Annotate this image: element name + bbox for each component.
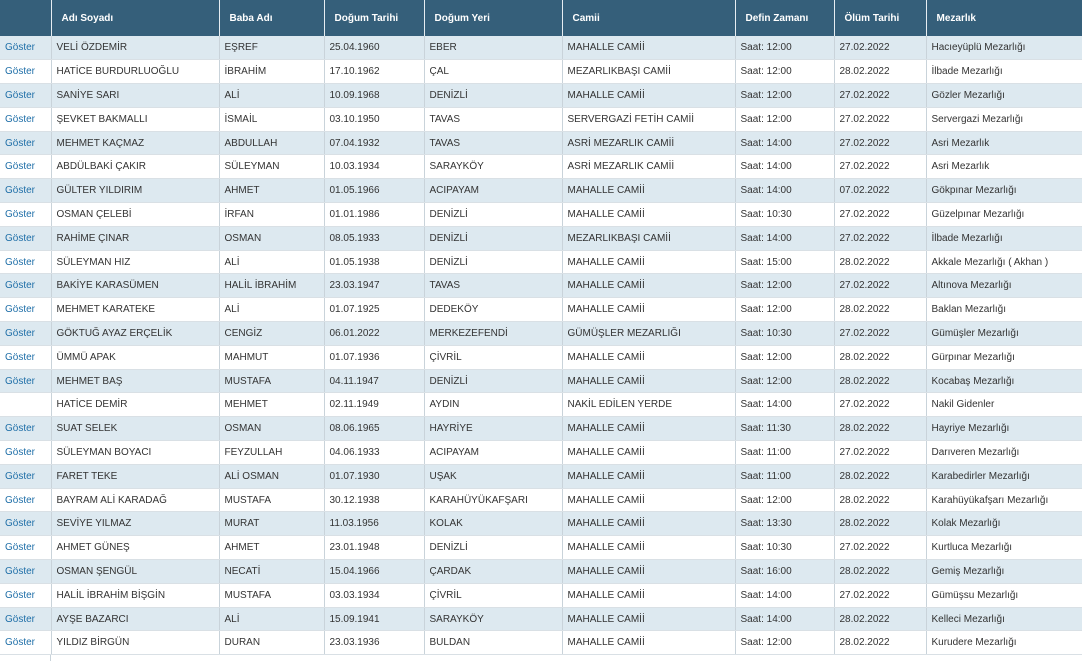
table-row (0, 298, 1082, 322)
show-link[interactable]: Göster (5, 423, 36, 435)
action-cell (0, 203, 51, 227)
cell-burial-time: Saat: 12:00 (735, 345, 834, 369)
cell-birth-date: 17.10.1962 (324, 60, 424, 84)
cell-burial-time: Saat: 12:00 (735, 60, 834, 84)
show-link[interactable]: Göster (5, 66, 36, 78)
cell-birth-place: DENİZLİ (424, 203, 562, 227)
table-continuation (50, 655, 1082, 661)
cell-name: SEVİYE YILMAZ (51, 512, 219, 536)
cell-death-date: 28.02.2022 (834, 488, 926, 512)
table-row (0, 560, 1082, 584)
action-cell (0, 345, 51, 369)
cell-mosque: MAHALLE CAMİİ (562, 583, 735, 607)
cell-name: FARET TEKE (51, 464, 219, 488)
cell-name: HATİCE BURDURLUOĞLU (51, 60, 219, 84)
cell-name: SUAT SELEK (51, 417, 219, 441)
cell-birth-date: 01.05.1938 (324, 250, 424, 274)
cell-birth-place: DENİZLİ (424, 226, 562, 250)
cell-death-date: 27.02.2022 (834, 36, 926, 60)
action-cell (0, 464, 51, 488)
action-cell (0, 536, 51, 560)
cell-birth-date: 15.04.1966 (324, 560, 424, 584)
cell-burial-time: Saat: 12:00 (735, 107, 834, 131)
show-link[interactable]: Göster (5, 208, 36, 220)
cell-mosque: MAHALLE CAMİİ (562, 250, 735, 274)
action-cell (0, 60, 51, 84)
cell-name: GÜLTER YILDIRIM (51, 179, 219, 203)
cell-father-name: ALİ (219, 84, 324, 108)
cell-birth-date: 06.01.2022 (324, 322, 424, 346)
cell-name: SÜLEYMAN BOYACI (51, 441, 219, 465)
cell-birth-place: ÇİVRİL (424, 345, 562, 369)
table-row (0, 631, 1082, 655)
cell-birth-place: KOLAK (424, 512, 562, 536)
cell-birth-date: 01.01.1986 (324, 203, 424, 227)
table-row (0, 60, 1082, 84)
table-row (0, 345, 1082, 369)
cell-father-name: OSMAN (219, 226, 324, 250)
cell-father-name: DURAN (219, 631, 324, 655)
table-row (0, 250, 1082, 274)
action-cell (0, 155, 51, 179)
cell-burial-time: Saat: 14:00 (735, 607, 834, 631)
cell-death-date: 28.02.2022 (834, 631, 926, 655)
cell-father-name: FEYZULLAH (219, 441, 324, 465)
show-link[interactable]: Göster (5, 137, 36, 149)
cell-cemetery: Gümüşler Mezarlığı (926, 322, 1082, 346)
action-cell (0, 441, 51, 465)
action-cell (0, 369, 51, 393)
cell-birth-date: 04.11.1947 (324, 369, 424, 393)
cell-burial-time: Saat: 14:00 (735, 393, 834, 417)
cell-name: OSMAN ŞENGÜL (51, 560, 219, 584)
cell-burial-time: Saat: 12:00 (735, 274, 834, 298)
cell-birth-date: 23.03.1936 (324, 631, 424, 655)
cell-father-name: MUSTAFA (219, 369, 324, 393)
cell-mosque: MAHALLE CAMİİ (562, 512, 735, 536)
cell-burial-time: Saat: 14:00 (735, 583, 834, 607)
cell-mosque: MAHALLE CAMİİ (562, 369, 735, 393)
action-cell (0, 488, 51, 512)
table-row (0, 488, 1082, 512)
cell-mosque: ASRİ MEZARLIK CAMİİ (562, 131, 735, 155)
action-cell (0, 393, 51, 417)
cell-death-date: 27.02.2022 (834, 131, 926, 155)
cell-birth-date: 03.03.1934 (324, 583, 424, 607)
cell-burial-time: Saat: 14:00 (735, 179, 834, 203)
cell-burial-time: Saat: 15:00 (735, 250, 834, 274)
cell-name: OSMAN ÇELEBİ (51, 203, 219, 227)
table-row (0, 417, 1082, 441)
cell-birth-date: 25.04.1960 (324, 36, 424, 60)
action-cell (0, 583, 51, 607)
cell-father-name: SÜLEYMAN (219, 155, 324, 179)
cell-father-name: CENGİZ (219, 322, 324, 346)
cell-burial-time: Saat: 10:30 (735, 203, 834, 227)
action-cell (0, 179, 51, 203)
action-cell (0, 607, 51, 631)
cell-name: HATİCE DEMİR (51, 393, 219, 417)
cell-burial-time: Saat: 12:00 (735, 488, 834, 512)
cell-birth-place: UŞAK (424, 464, 562, 488)
cell-father-name: MUSTAFA (219, 583, 324, 607)
cell-mosque: MAHALLE CAMİİ (562, 274, 735, 298)
table-row (0, 322, 1082, 346)
show-link[interactable]: Göster (5, 185, 36, 197)
cell-birth-date: 11.03.1956 (324, 512, 424, 536)
cell-name: AHMET GÜNEŞ (51, 536, 219, 560)
cell-death-date: 27.02.2022 (834, 536, 926, 560)
cell-name: MEHMET KARATEKE (51, 298, 219, 322)
cell-death-date: 27.02.2022 (834, 84, 926, 108)
cell-cemetery: Gemiş Mezarlığı (926, 560, 1082, 584)
cell-death-date: 07.02.2022 (834, 179, 926, 203)
cell-mosque: ASRİ MEZARLIK CAMİİ (562, 155, 735, 179)
cell-mosque: MAHALLE CAMİİ (562, 488, 735, 512)
cell-burial-time: Saat: 14:00 (735, 155, 834, 179)
cell-birth-date: 07.04.1932 (324, 131, 424, 155)
cell-birth-date: 30.12.1938 (324, 488, 424, 512)
cell-mosque: MAHALLE CAMİİ (562, 179, 735, 203)
cell-burial-time: Saat: 12:00 (735, 369, 834, 393)
header-father-name: Baba Adı (219, 0, 324, 36)
cell-cemetery: Karabedirler Mezarlığı (926, 464, 1082, 488)
cell-mosque: SERVERGAZİ FETİH CAMİİ (562, 107, 735, 131)
cell-mosque: MAHALLE CAMİİ (562, 536, 735, 560)
cell-burial-time: Saat: 10:30 (735, 536, 834, 560)
action-cell (0, 131, 51, 155)
cell-birth-place: MERKEZEFENDİ (424, 322, 562, 346)
show-link[interactable]: Göster (5, 232, 36, 244)
cell-burial-time: Saat: 11:00 (735, 441, 834, 465)
header-action (0, 0, 51, 36)
cell-death-date: 28.02.2022 (834, 512, 926, 536)
cell-name: AYŞE BAZARCI (51, 607, 219, 631)
cell-cemetery: Kurudere Mezarlığı (926, 631, 1082, 655)
cell-mosque: MAHALLE CAMİİ (562, 560, 735, 584)
show-link[interactable]: Göster (5, 42, 36, 54)
cell-name: YILDIZ BİRGÜN (51, 631, 219, 655)
cell-birth-date: 04.06.1933 (324, 441, 424, 465)
table-row (0, 441, 1082, 465)
header-birth-place: Doğum Yeri (424, 0, 562, 36)
cell-birth-place: TAVAS (424, 131, 562, 155)
cell-death-date: 28.02.2022 (834, 298, 926, 322)
cell-birth-place: DENİZLİ (424, 536, 562, 560)
cell-cemetery: Kelleci Mezarlığı (926, 607, 1082, 631)
action-cell (0, 107, 51, 131)
show-link[interactable]: Göster (5, 613, 36, 625)
cell-burial-time: Saat: 13:30 (735, 512, 834, 536)
cell-burial-time: Saat: 10:30 (735, 322, 834, 346)
header-cemetery: Mezarlık (926, 0, 1082, 36)
cell-birth-place: ACIPAYAM (424, 441, 562, 465)
table-row (0, 226, 1082, 250)
table-row (0, 274, 1082, 298)
cell-mosque: MAHALLE CAMİİ (562, 298, 735, 322)
cell-mosque: MAHALLE CAMİİ (562, 631, 735, 655)
action-cell (0, 631, 51, 655)
cell-birth-date: 08.06.1965 (324, 417, 424, 441)
cell-cemetery: İlbade Mezarlığı (926, 60, 1082, 84)
action-cell (0, 84, 51, 108)
show-link[interactable]: Göster (5, 161, 36, 173)
show-link[interactable]: Göster (5, 470, 36, 482)
cell-birth-place: SARAYKÖY (424, 607, 562, 631)
cell-cemetery: Gürpınar Mezarlığı (926, 345, 1082, 369)
cell-burial-time: Saat: 14:00 (735, 131, 834, 155)
table-row (0, 155, 1082, 179)
show-link[interactable]: Göster (5, 518, 36, 530)
cell-birth-date: 10.09.1968 (324, 84, 424, 108)
cell-birth-place: SARAYKÖY (424, 155, 562, 179)
cell-birth-date: 08.05.1933 (324, 226, 424, 250)
cell-burial-time: Saat: 11:00 (735, 464, 834, 488)
cell-name: MEHMET KAÇMAZ (51, 131, 219, 155)
cell-birth-date: 01.07.1936 (324, 345, 424, 369)
table-row (0, 369, 1082, 393)
cell-name: GÖKTUĞ AYAZ ERÇELİK (51, 322, 219, 346)
cell-birth-place: ÇİVRİL (424, 583, 562, 607)
cell-death-date: 27.02.2022 (834, 393, 926, 417)
cell-cemetery: Asri Mezarlık (926, 131, 1082, 155)
cell-name: BAYRAM ALİ KARADAĞ (51, 488, 219, 512)
cell-father-name: İSMAİL (219, 107, 324, 131)
show-link[interactable]: Göster (5, 327, 36, 339)
cell-birth-place: BULDAN (424, 631, 562, 655)
action-cell (0, 512, 51, 536)
cell-name: SÜLEYMAN HIZ (51, 250, 219, 274)
cell-cemetery: Gözler Mezarlığı (926, 84, 1082, 108)
cell-death-date: 28.02.2022 (834, 60, 926, 84)
show-link[interactable]: Göster (5, 304, 36, 316)
cell-father-name: MURAT (219, 512, 324, 536)
cell-birth-date: 03.10.1950 (324, 107, 424, 131)
cell-birth-date: 02.11.1949 (324, 393, 424, 417)
action-cell (0, 36, 51, 60)
cell-cemetery: Akkale Mezarlığı ( Akhan ) (926, 250, 1082, 274)
cell-father-name: İRFAN (219, 203, 324, 227)
table-row (0, 512, 1082, 536)
cell-birth-place: DENİZLİ (424, 250, 562, 274)
cell-birth-place: KARAHÜYÜKAFŞARI (424, 488, 562, 512)
cell-death-date: 27.02.2022 (834, 203, 926, 227)
cell-father-name: ALİ (219, 607, 324, 631)
table-row (0, 536, 1082, 560)
cell-mosque: MAHALLE CAMİİ (562, 441, 735, 465)
table-row (0, 583, 1082, 607)
cell-death-date: 27.02.2022 (834, 226, 926, 250)
cell-birth-place: HAYRİYE (424, 417, 562, 441)
cell-father-name: MAHMUT (219, 345, 324, 369)
action-cell (0, 322, 51, 346)
cell-cemetery: Hayriye Mezarlığı (926, 417, 1082, 441)
cell-birth-date: 10.03.1934 (324, 155, 424, 179)
show-link[interactable]: Göster (5, 375, 36, 387)
cell-death-date: 27.02.2022 (834, 322, 926, 346)
cell-death-date: 28.02.2022 (834, 369, 926, 393)
show-link[interactable]: Göster (5, 637, 36, 649)
table-row (0, 107, 1082, 131)
cell-burial-time: Saat: 12:00 (735, 298, 834, 322)
cell-burial-time: Saat: 11:30 (735, 417, 834, 441)
show-link[interactable]: Göster (5, 280, 36, 292)
header-death-date: Ölüm Tarihi (834, 0, 926, 36)
cell-cemetery: Kocabaş Mezarlığı (926, 369, 1082, 393)
cell-birth-place: ACIPAYAM (424, 179, 562, 203)
header-mosque: Camii (562, 0, 735, 36)
cell-cemetery: Kurtluca Mezarlığı (926, 536, 1082, 560)
cell-death-date: 28.02.2022 (834, 345, 926, 369)
cell-birth-date: 23.01.1948 (324, 536, 424, 560)
cell-father-name: EŞREF (219, 36, 324, 60)
table-row (0, 393, 1082, 417)
cell-father-name: ALİ OSMAN (219, 464, 324, 488)
action-cell (0, 417, 51, 441)
cell-cemetery: Altınova Mezarlığı (926, 274, 1082, 298)
cell-burial-time: Saat: 14:00 (735, 226, 834, 250)
cell-birth-place: TAVAS (424, 107, 562, 131)
cell-birth-date: 01.07.1925 (324, 298, 424, 322)
cell-burial-time: Saat: 12:00 (735, 36, 834, 60)
show-link[interactable]: Göster (5, 494, 36, 506)
table-body (0, 36, 1082, 655)
cell-father-name: OSMAN (219, 417, 324, 441)
cell-name: BAKİYE KARASÜMEN (51, 274, 219, 298)
show-link[interactable]: Göster (5, 256, 36, 268)
cell-mosque: MAHALLE CAMİİ (562, 607, 735, 631)
table-row (0, 179, 1082, 203)
cell-mosque: MAHALLE CAMİİ (562, 464, 735, 488)
cell-birth-place: ÇARDAK (424, 560, 562, 584)
cell-father-name: ALİ (219, 250, 324, 274)
cell-mosque: MEZARLIKBAŞI CAMİİ (562, 226, 735, 250)
cell-father-name: İBRAHİM (219, 60, 324, 84)
cell-burial-time: Saat: 16:00 (735, 560, 834, 584)
cell-death-date: 28.02.2022 (834, 250, 926, 274)
header-birth-date: Doğum Tarihi (324, 0, 424, 36)
cell-death-date: 27.02.2022 (834, 155, 926, 179)
cell-father-name: MEHMET (219, 393, 324, 417)
cell-name: ÜMMÜ APAK (51, 345, 219, 369)
cell-mosque: MEZARLIKBAŞI CAMİİ (562, 60, 735, 84)
cell-name: SANİYE SARI (51, 84, 219, 108)
cell-burial-time: Saat: 12:00 (735, 84, 834, 108)
show-link[interactable]: Göster (5, 565, 36, 577)
cell-cemetery: Güzelpınar Mezarlığı (926, 203, 1082, 227)
cell-burial-time: Saat: 12:00 (735, 631, 834, 655)
cell-cemetery: Nakil Gidenler (926, 393, 1082, 417)
table-row (0, 203, 1082, 227)
cell-cemetery: Servergazi Mezarlığı (926, 107, 1082, 131)
cell-mosque: MAHALLE CAMİİ (562, 36, 735, 60)
cell-name: MEHMET BAŞ (51, 369, 219, 393)
cell-death-date: 27.02.2022 (834, 274, 926, 298)
show-link[interactable]: Göster (5, 446, 36, 458)
cell-birth-place: AYDIN (424, 393, 562, 417)
action-cell (0, 560, 51, 584)
cell-cemetery: Gökpınar Mezarlığı (926, 179, 1082, 203)
cell-cemetery: Baklan Mezarlığı (926, 298, 1082, 322)
cell-name: ŞEVKET BAKMALLI (51, 107, 219, 131)
cell-birth-place: DEDEKÖY (424, 298, 562, 322)
cell-father-name: ALİ (219, 298, 324, 322)
table-row (0, 131, 1082, 155)
cell-father-name: ABDULLAH (219, 131, 324, 155)
table-row (0, 464, 1082, 488)
cell-cemetery: Darıveren Mezarlığı (926, 441, 1082, 465)
cell-cemetery: Asri Mezarlık (926, 155, 1082, 179)
action-cell (0, 274, 51, 298)
table-row (0, 36, 1082, 60)
cell-death-date: 28.02.2022 (834, 607, 926, 631)
cell-birth-date: 23.03.1947 (324, 274, 424, 298)
cell-birth-place: DENİZLİ (424, 369, 562, 393)
cell-death-date: 28.02.2022 (834, 464, 926, 488)
show-link[interactable]: Göster (5, 589, 36, 601)
cell-death-date: 28.02.2022 (834, 417, 926, 441)
table-row (0, 607, 1082, 631)
cell-birth-place: EBER (424, 36, 562, 60)
cell-father-name: AHMET (219, 536, 324, 560)
cell-birth-place: DENİZLİ (424, 84, 562, 108)
cell-name: ABDÜLBAKİ ÇAKIR (51, 155, 219, 179)
table-header-row (0, 0, 1082, 36)
cell-birth-date: 01.05.1966 (324, 179, 424, 203)
cell-birth-date: 15.09.1941 (324, 607, 424, 631)
action-cell (0, 250, 51, 274)
cell-mosque: GÜMÜŞLER MEZARLIĞI (562, 322, 735, 346)
cell-mosque: MAHALLE CAMİİ (562, 203, 735, 227)
cell-cemetery: İlbade Mezarlığı (926, 226, 1082, 250)
cell-name: HALİL İBRAHİM BİŞGİN (51, 583, 219, 607)
cell-death-date: 28.02.2022 (834, 560, 926, 584)
cell-cemetery: Karahüyükafşarı Mezarlığı (926, 488, 1082, 512)
cell-father-name: AHMET (219, 179, 324, 203)
cell-cemetery: Hacıeyüplü Mezarlığı (926, 36, 1082, 60)
show-link[interactable]: Göster (5, 351, 36, 363)
header-name: Adı Soyadı (51, 0, 219, 36)
cell-mosque: MAHALLE CAMİİ (562, 84, 735, 108)
cell-father-name: HALİL İBRAHİM (219, 274, 324, 298)
cell-father-name: MUSTAFA (219, 488, 324, 512)
header-burial-time: Defin Zamanı (735, 0, 834, 36)
cell-death-date: 27.02.2022 (834, 441, 926, 465)
cell-father-name: NECATİ (219, 560, 324, 584)
show-link[interactable]: Göster (5, 542, 36, 554)
action-cell (0, 226, 51, 250)
cell-mosque: MAHALLE CAMİİ (562, 417, 735, 441)
cell-birth-date: 01.07.1930 (324, 464, 424, 488)
cell-death-date: 27.02.2022 (834, 107, 926, 131)
cell-cemetery: Gümüşsu Mezarlığı (926, 583, 1082, 607)
table-row (0, 84, 1082, 108)
show-link[interactable]: Göster (5, 89, 36, 101)
show-link[interactable]: Göster (5, 113, 36, 125)
cell-name: VELİ ÖZDEMİR (51, 36, 219, 60)
cell-birth-place: ÇAL (424, 60, 562, 84)
cell-name: RAHİME ÇINAR (51, 226, 219, 250)
cell-death-date: 27.02.2022 (834, 583, 926, 607)
cell-mosque: MAHALLE CAMİİ (562, 345, 735, 369)
cell-mosque: NAKİL EDİLEN YERDE (562, 393, 735, 417)
cell-birth-place: TAVAS (424, 274, 562, 298)
cell-cemetery: Kolak Mezarlığı (926, 512, 1082, 536)
action-cell (0, 298, 51, 322)
